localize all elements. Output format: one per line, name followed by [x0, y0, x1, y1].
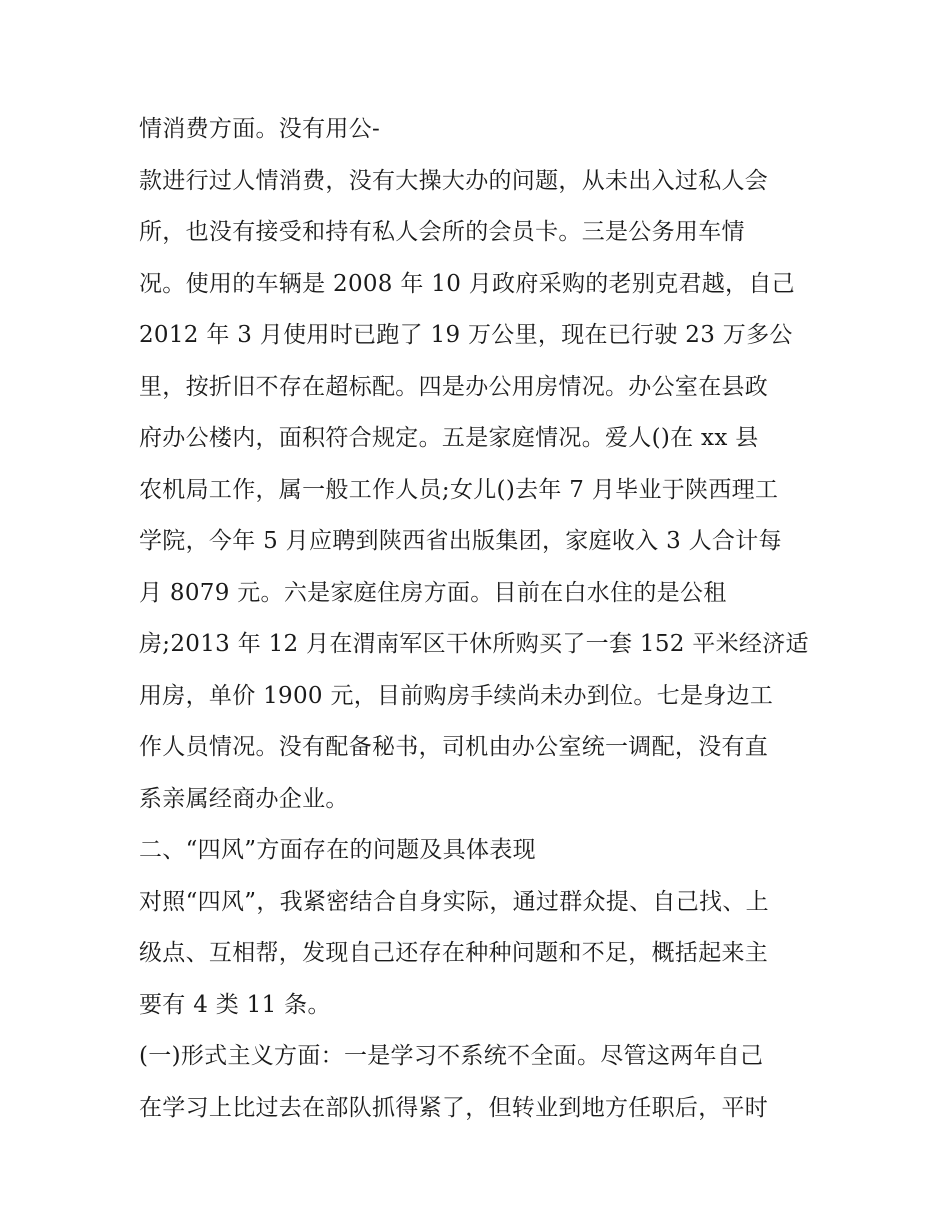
text-line: 况。使用的车辆是 2008 年 10 月政府采购的老别克君越，自己 — [139, 270, 795, 297]
text-line: 款进行过人情消费，没有大操大办的问题，从未出入过私人会 — [139, 167, 769, 194]
text-line: 用房，单价 1900 元，目前购房手续尚未办到位。七是身边工 — [139, 682, 774, 709]
text-line: (一)形式主义方面：一是学习不系统不全面。尽管这两年自己 — [139, 1043, 764, 1069]
text-line: 作人员情况。没有配备秘书，司机由办公室统一调配，没有直 — [139, 734, 769, 760]
text-line: 月 8079 元。六是家庭住房方面。目前在白水住的是公租 — [139, 579, 727, 606]
document-body — [139, 108, 819, 1138]
text-line: 农机局工作，属一般工作人员;女儿()去年 7 月毕业于陕西理工 — [139, 476, 779, 503]
text-line: 房;2013 年 12 月在渭南军区干休所购买了一套 152 平米经济适 — [139, 631, 809, 657]
section-heading: 二、“四风”方面存在的问题及具体表现 — [139, 837, 536, 863]
text-line: 要有 4 类 11 条。 — [139, 991, 331, 1018]
text-line: 情消费方面。没有用公- — [139, 116, 381, 142]
text-line: 系亲属经商办企业。 — [139, 785, 349, 812]
text-line: 级点、互相帮，发现自己还存在种种问题和不足，概括起来主 — [139, 940, 769, 966]
text-line: 里，按折旧不存在超标配。四是办公用房情况。办公室在县政 — [139, 373, 769, 400]
text-line: 所，也没有接受和持有私人会所的会员卡。三是公务用车情 — [139, 219, 745, 245]
text-line: 对照“四风”，我紧密结合自身实际，通过群众提、自己找、上 — [139, 888, 769, 915]
text-line: 学院，今年 5 月应聘到陕西省出版集团，家庭收入 3 人合计每 — [139, 528, 782, 554]
text-line: 府办公楼内，面积符合规定。五是家庭情况。爱人()在 xx 县 — [139, 425, 759, 451]
text-line: 在学习上比过去在部队抓得紧了，但转业到地方任职后，平时 — [139, 1094, 769, 1121]
text-line: 2012 年 3 月使用时已跑了 19 万公里，现在已行驶 23 万多公 — [139, 322, 793, 348]
